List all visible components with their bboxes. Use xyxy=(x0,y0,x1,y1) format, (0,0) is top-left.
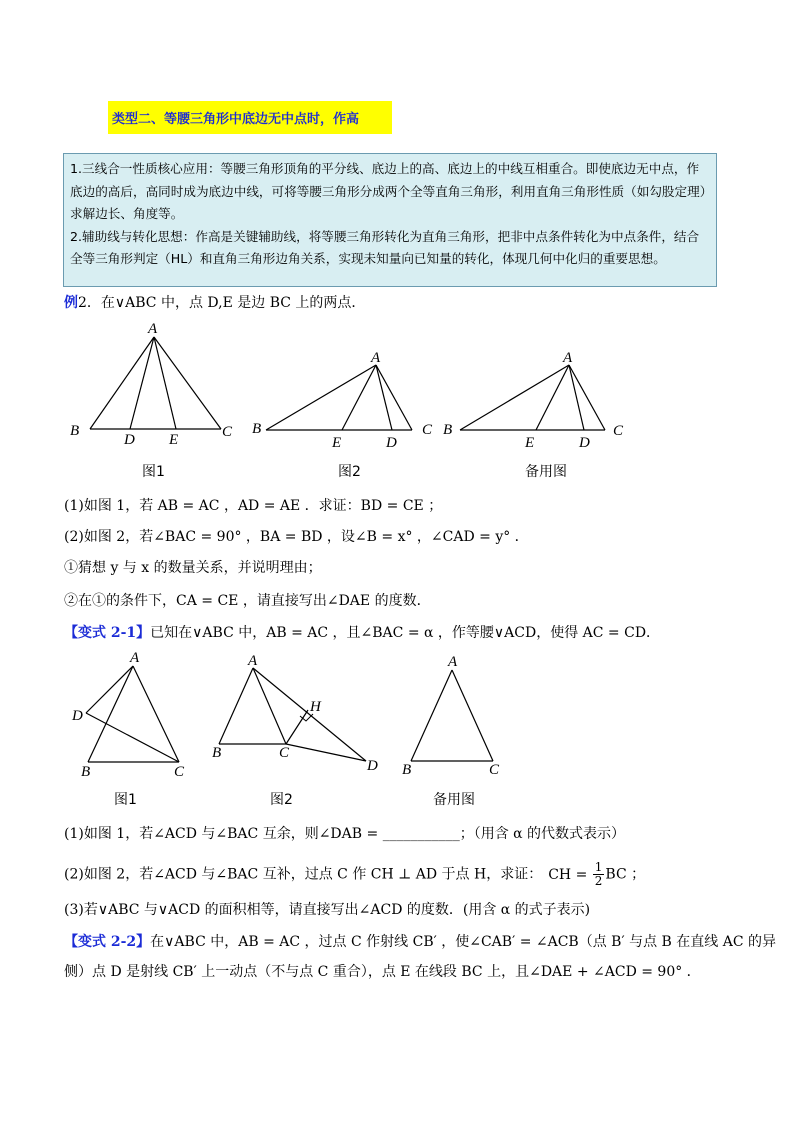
point-D: D xyxy=(72,708,83,724)
point-A: A xyxy=(448,654,458,670)
example-q2b: ②在①的条件下，CA = CE ，请直接写出∠DAE 的度数． xyxy=(64,593,431,609)
variant-q3: (3)若∨ABC 与∨ACD 的面积相等，请直接写出∠ACD 的度数．(用含 α 的式子表示) xyxy=(64,902,591,918)
variant-q2: (2)如图 2，若∠ACD 与∠BAC 互补，过点 C 作 CH ⊥ AD 于点 H，求证： CH = $\frac{1}{2}$ BC ； xyxy=(64,860,646,888)
point-A: A xyxy=(563,350,573,366)
point-A: A xyxy=(371,350,381,366)
point-C: C xyxy=(174,764,185,780)
caption-fig2: 图2 xyxy=(338,464,361,480)
variant-q1: (1)如图 1，若∠ACD 与∠BAC 互余，则∠DAB = ___________；（用含 α 的代数式表示） xyxy=(64,826,626,842)
point-A: A xyxy=(248,653,258,669)
example-figure-2 xyxy=(246,345,442,450)
caption-spare: 备用图 xyxy=(525,464,567,480)
point-B: B xyxy=(70,423,80,439)
point-A: A xyxy=(148,321,158,337)
point-D: D xyxy=(386,435,397,450)
point-H: H xyxy=(310,699,321,715)
point-C: C xyxy=(279,745,290,761)
point-E: E xyxy=(332,435,342,450)
section-title: 类型二、等腰三角形中底边无中点时，作高 xyxy=(108,101,392,134)
variant-figure-2 xyxy=(206,650,386,780)
variant-caption-fig1: 图1 xyxy=(114,792,137,808)
variant-2-2-label: 【变式 2-2】 xyxy=(64,934,151,950)
variant-2-1-label: 【变式 2-1】 xyxy=(64,625,151,641)
example-q1: (1)如图 1，若 AB = AC ，AD = AE ．求证：BD = CE ； xyxy=(64,498,443,514)
variant-caption-fig2: 图2 xyxy=(270,792,293,808)
point-C: C xyxy=(489,762,500,778)
variant-2-2-line2: 侧）点 D 是射线 CB′ 上一动点（不与点 C 重合），点 E 在线段 BC 上，且∠DAE + ∠ACD = 90° ． xyxy=(64,964,701,980)
point-E: E xyxy=(169,432,179,448)
point-D: D xyxy=(367,758,378,774)
point-B: B xyxy=(212,745,222,761)
example-q2a: ①猜想 y 与 x 的数量关系，并说明理由； xyxy=(64,560,322,576)
point-C: C xyxy=(422,422,433,438)
variant-figure-1 xyxy=(66,650,196,780)
point-D: D xyxy=(124,432,135,448)
example-label: 例 xyxy=(64,295,78,311)
example-figure-1 xyxy=(66,318,246,450)
point-E: E xyxy=(525,435,535,450)
point-C: C xyxy=(222,424,233,440)
variant-2-1-stem: 【变式 2-1】已知在∨ABC 中，AB = AC ，且∠BAC = α ，作等腰∨ACD，使得 AC = CD． xyxy=(64,625,661,641)
point-A: A xyxy=(130,650,140,666)
point-B: B xyxy=(81,764,91,780)
example-figure-spare xyxy=(440,345,640,450)
point-C: C xyxy=(613,423,624,439)
example-2-stem: 例2．在∨ABC 中，点 D,E 是边 BC 上的两点． xyxy=(64,295,366,311)
tips-box xyxy=(63,153,717,287)
point-B: B xyxy=(252,421,262,437)
caption-fig1: 图1 xyxy=(142,464,165,480)
example-q2: (2)如图 2，若∠BAC = 90° ，BA = BD ，设∠B = x° ，∠CAD = y° ． xyxy=(64,529,529,545)
tip-1: 1.三线合一性质核心应用：等腰三角形顶角的平分线、底边上的高、底边上的中线互相重合。即使底边无中点，作底边的高后，高同时成为底边中线，可将等腰三角形分成两个全等直角三角形，利用直角三角形性质（如勾股定理）求解边长、角度等。 xyxy=(70,161,706,221)
point-D: D xyxy=(579,435,590,450)
tip-2: 2.辅助线与转化思想：作高是关键辅助线，将等腰三角形转化为直角三角形，把非中点条件转化为中点条件，结合全等三角形判定（HL）和直角三角形边角关系，实现未知量向已知量的转化，体现几何中化归的重要思想。 xyxy=(70,228,700,266)
variant-2-2-line1: 【变式 2-2】在∨ABC 中，AB = AC ，过点 C 作射线 CB′ ，使∠CAB′ = ∠ACB（点 B′ 与点 B 在直线 AC 的异 xyxy=(64,934,777,950)
variant-figure-spare xyxy=(396,650,516,780)
point-B: B xyxy=(402,762,412,778)
point-B: B xyxy=(443,422,453,438)
variant-caption-spare: 备用图 xyxy=(433,792,475,808)
fraction-half: $\frac{1}{2}$ xyxy=(594,860,603,888)
